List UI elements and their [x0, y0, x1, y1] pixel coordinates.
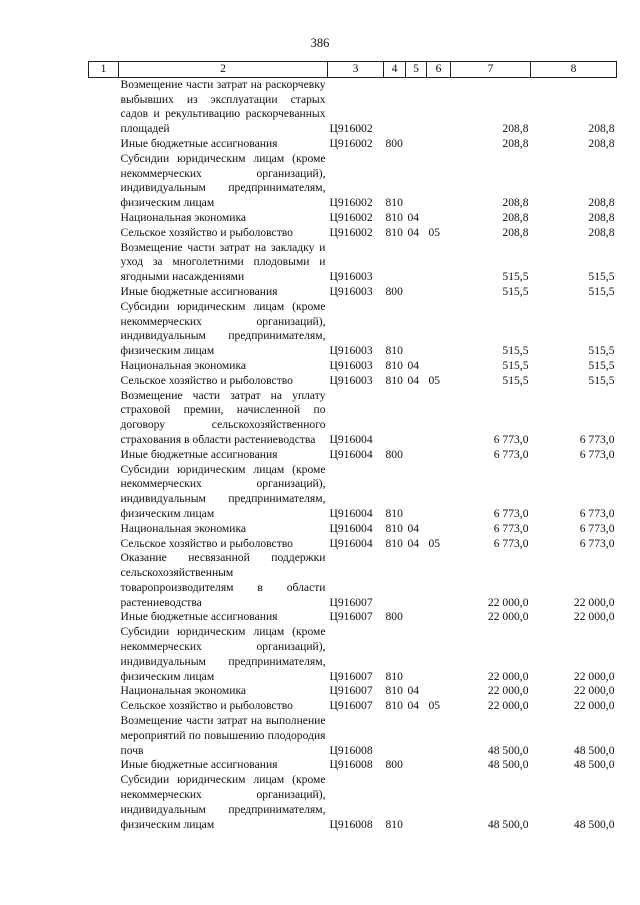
- table-row: [89, 374, 617, 389]
- section-code: [406, 625, 427, 684]
- amount-column-8: 515,5: [588, 284, 615, 298]
- column-header: 1: [89, 62, 119, 78]
- subsection-code: [427, 152, 451, 211]
- target-article-code: Ц916004: [329, 536, 373, 550]
- table-row: [89, 699, 617, 714]
- subsection-code: [427, 610, 451, 625]
- amount-column-7: 515,5: [502, 270, 529, 284]
- target-article-code: Ц916002: [329, 225, 373, 239]
- target-article-code: Ц916008: [329, 743, 373, 757]
- row-number-cell: [89, 684, 119, 699]
- subsection-code: [427, 137, 451, 152]
- section-code: [406, 300, 427, 359]
- amount-column-8: 208,8: [588, 196, 615, 210]
- section-code: [406, 77, 427, 137]
- expense-type-code: [384, 551, 406, 610]
- amount-column-7: 208,8: [502, 136, 529, 150]
- expense-type-code: 810: [385, 373, 403, 387]
- expense-type-code: [384, 389, 406, 448]
- row-number-cell: [89, 448, 119, 463]
- page-number: 386: [310, 36, 330, 50]
- section-code: 04: [407, 684, 420, 698]
- amount-column-8: 208,8: [588, 136, 615, 150]
- expense-type-code: 810: [385, 506, 403, 520]
- amount-column-7: 515,5: [502, 344, 529, 358]
- row-description: Иные бюджетные ассигнования: [120, 447, 278, 461]
- row-number-cell: [89, 773, 119, 832]
- amount-column-8: 22 000,0: [573, 610, 615, 624]
- amount-column-8: 22 000,0: [573, 684, 615, 698]
- row-number-cell: [89, 699, 119, 714]
- row-description: Национальная экономика: [120, 210, 247, 224]
- target-article-code: Ц916002: [329, 210, 373, 224]
- row-description: Субсидии юридическим лицам (кроме некоммерческих организаций), индивидуальным предпринимателям, физическим лицам: [120, 462, 326, 520]
- row-description: Национальная экономика: [120, 521, 247, 535]
- expense-type-code: 810: [385, 536, 403, 550]
- table-row: [89, 285, 617, 300]
- amount-column-7: 6 773,0: [493, 521, 529, 535]
- amount-column-8: 48 500,0: [573, 743, 615, 757]
- amount-column-7: 48 500,0: [487, 817, 529, 831]
- section-code: 04: [407, 521, 420, 535]
- row-number-cell: [89, 226, 119, 241]
- row-description: Иные бюджетные ассигнования: [120, 758, 278, 772]
- budget-table: [88, 61, 617, 832]
- amount-column-7: 208,8: [502, 210, 529, 224]
- section-code: [406, 389, 427, 448]
- row-description: Сельское хозяйство и рыболовство: [120, 536, 293, 550]
- section-code: [406, 551, 427, 610]
- amount-column-7: 22 000,0: [487, 610, 529, 624]
- table-row: [89, 522, 617, 537]
- section-code: [406, 241, 427, 285]
- amount-column-7: 22 000,0: [487, 699, 529, 713]
- amount-column-7: 515,5: [502, 373, 529, 387]
- table-row: [89, 300, 617, 359]
- table-row: [89, 241, 617, 285]
- expense-type-code: [384, 241, 406, 285]
- subsection-code: [427, 758, 451, 773]
- subsection-code: [427, 77, 451, 137]
- target-article-code: Ц916003: [329, 358, 373, 372]
- target-article-code: Ц916002: [329, 122, 373, 136]
- section-code: 04: [407, 225, 420, 239]
- amount-column-8: 6 773,0: [579, 521, 615, 535]
- row-number-cell: [89, 463, 119, 522]
- amount-column-7: 515,5: [502, 284, 529, 298]
- row-description: Субсидии юридическим лицам (кроме некоммерческих организаций), индивидуальным предпринимателям, физическим лицам: [120, 299, 326, 358]
- subsection-code: [427, 714, 451, 758]
- table-row: [89, 152, 617, 211]
- subsection-code: 05: [428, 225, 441, 239]
- table-body: [89, 77, 617, 832]
- section-code: [406, 610, 427, 625]
- target-article-code: Ц916008: [329, 758, 373, 772]
- table-row: [89, 226, 617, 241]
- expense-type-code: 800: [385, 610, 403, 624]
- amount-column-8: 6 773,0: [579, 432, 615, 446]
- target-article-code: Ц916003: [329, 270, 373, 284]
- row-description: Субсидии юридическим лицам (кроме некоммерческих организаций), индивидуальным предпринимателям, физическим лицам: [120, 625, 326, 683]
- row-number-cell: [89, 374, 119, 389]
- expense-type-code: 800: [385, 447, 403, 461]
- target-article-code: Ц916007: [329, 669, 373, 683]
- target-article-code: Ц916004: [329, 506, 373, 520]
- amount-column-8: 515,5: [588, 270, 615, 284]
- subsection-code: [427, 551, 451, 610]
- subsection-code: [427, 359, 451, 374]
- amount-column-7: 22 000,0: [487, 684, 529, 698]
- row-description: Субсидии юридическим лицам (кроме некоммерческих организаций), индивидуальным предпринимателям, физическим лицам: [120, 773, 326, 831]
- amount-column-8: 515,5: [588, 344, 615, 358]
- table-row: [89, 389, 617, 448]
- table-row: [89, 537, 617, 552]
- amount-column-8: 6 773,0: [579, 447, 615, 461]
- section-code: [406, 137, 427, 152]
- row-number-cell: [89, 211, 119, 226]
- section-code: 04: [407, 699, 420, 713]
- amount-column-8: 208,8: [588, 210, 615, 224]
- row-description: Субсидии юридическим лицам (кроме некоммерческих организаций), индивидуальным предпринимателям, физическим лицам: [120, 151, 326, 210]
- section-code: 04: [407, 373, 420, 387]
- section-code: [406, 448, 427, 463]
- row-number-cell: [89, 241, 119, 285]
- column-header: 3: [328, 62, 384, 78]
- subsection-code: [427, 300, 451, 359]
- table-row: [89, 773, 617, 832]
- table-row: [89, 359, 617, 374]
- row-number-cell: [89, 152, 119, 211]
- target-article-code: Ц916008: [329, 817, 373, 831]
- section-code: 04: [407, 210, 420, 224]
- subsection-code: [427, 522, 451, 537]
- row-number-cell: [89, 389, 119, 448]
- amount-column-7: 48 500,0: [487, 743, 529, 757]
- row-description: Иные бюджетные ассигнования: [120, 284, 278, 298]
- column-header: 5: [406, 62, 427, 78]
- table-row: [89, 448, 617, 463]
- target-article-code: Ц916007: [329, 684, 373, 698]
- table-row: [89, 463, 617, 522]
- row-number-cell: [89, 137, 119, 152]
- amount-column-7: 48 500,0: [487, 758, 529, 772]
- row-description: Национальная экономика: [120, 358, 247, 372]
- subsection-code: [427, 684, 451, 699]
- row-description: Возмещение части затрат на выполнение мероприятий по повышению плодородия почв: [120, 714, 326, 757]
- table-row: [89, 77, 617, 137]
- expense-type-code: [384, 714, 406, 758]
- row-description: Возмещение части затрат на закладку и уход за многолетними плодовыми и ягодными насаждениями: [120, 240, 326, 284]
- subsection-code: 05: [428, 699, 441, 713]
- amount-column-7: 208,8: [502, 196, 529, 210]
- target-article-code: Ц916004: [329, 521, 373, 535]
- target-article-code: Ц916007: [329, 595, 373, 609]
- row-number-cell: [89, 714, 119, 758]
- header-row: [89, 62, 617, 78]
- row-number-cell: [89, 537, 119, 552]
- table-row: [89, 211, 617, 226]
- column-header: 8: [531, 62, 617, 78]
- amount-column-8: 22 000,0: [573, 669, 615, 683]
- target-article-code: Ц916003: [329, 284, 373, 298]
- amount-column-8: 6 773,0: [579, 536, 615, 550]
- amount-column-7: 6 773,0: [493, 506, 529, 520]
- target-article-code: Ц916003: [329, 344, 373, 358]
- amount-column-8: 208,8: [588, 225, 615, 239]
- row-number-cell: [89, 758, 119, 773]
- subsection-code: 05: [428, 536, 441, 550]
- row-number-cell: [89, 610, 119, 625]
- expense-type-code: 800: [385, 758, 403, 772]
- amount-column-7: 6 773,0: [493, 447, 529, 461]
- table-row: [89, 758, 617, 773]
- amount-column-7: 22 000,0: [487, 595, 529, 609]
- subsection-code: [427, 625, 451, 684]
- expense-type-code: 810: [385, 699, 403, 713]
- target-article-code: Ц916002: [329, 196, 373, 210]
- amount-column-8: 6 773,0: [579, 506, 615, 520]
- amount-column-8: 48 500,0: [573, 817, 615, 831]
- amount-column-7: 208,8: [502, 122, 529, 136]
- amount-column-8: 48 500,0: [573, 758, 615, 772]
- section-code: [406, 463, 427, 522]
- row-description: Возмещение части затрат на уплату страховой премии, начисленной по договору сельскохозяйственного страхования в области растениеводства: [120, 388, 326, 446]
- subsection-code: [427, 463, 451, 522]
- amount-column-7: 22 000,0: [487, 669, 529, 683]
- table-row: [89, 714, 617, 758]
- column-header: 2: [119, 62, 328, 78]
- amount-column-8: 515,5: [588, 373, 615, 387]
- target-article-code: Ц916007: [329, 610, 373, 624]
- expense-type-code: 810: [385, 358, 403, 372]
- expense-type-code: 810: [385, 196, 403, 210]
- row-description: Сельское хозяйство и рыболовство: [120, 225, 293, 239]
- subsection-code: [427, 773, 451, 832]
- amount-column-8: 22 000,0: [573, 699, 615, 713]
- table-row: [89, 610, 617, 625]
- expense-type-code: 810: [385, 521, 403, 535]
- expense-type-code: 810: [385, 684, 403, 698]
- expense-type-code: 810: [385, 210, 403, 224]
- section-code: 04: [407, 358, 420, 372]
- row-description: Оказание несвязанной поддержки сельскохозяйственным товаропроизводителям в области растениеводства: [120, 551, 326, 609]
- target-article-code: Ц916002: [329, 136, 373, 150]
- subsection-code: [427, 448, 451, 463]
- row-description: Сельское хозяйство и рыболовство: [120, 699, 293, 713]
- expense-type-code: 810: [385, 344, 403, 358]
- row-description: Иные бюджетные ассигнования: [120, 610, 278, 624]
- table-row: [89, 625, 617, 684]
- target-article-code: Ц916004: [329, 432, 373, 446]
- row-description: Национальная экономика: [120, 684, 247, 698]
- row-number-cell: [89, 625, 119, 684]
- section-code: [406, 152, 427, 211]
- expense-type-code: [384, 77, 406, 137]
- row-number-cell: [89, 77, 119, 137]
- amount-column-7: 515,5: [502, 358, 529, 372]
- table-row: [89, 137, 617, 152]
- target-article-code: Ц916007: [329, 699, 373, 713]
- row-description: Сельское хозяйство и рыболовство: [120, 373, 293, 387]
- table-row: [89, 551, 617, 610]
- section-code: [406, 773, 427, 832]
- expense-type-code: 810: [385, 817, 403, 831]
- amount-column-8: 22 000,0: [573, 595, 615, 609]
- row-number-cell: [89, 522, 119, 537]
- expense-type-code: 800: [385, 284, 403, 298]
- amount-column-8: 515,5: [588, 358, 615, 372]
- row-number-cell: [89, 551, 119, 610]
- target-article-code: Ц916004: [329, 447, 373, 461]
- section-code: [406, 285, 427, 300]
- subsection-code: [427, 389, 451, 448]
- row-description: Иные бюджетные ассигнования: [120, 136, 278, 150]
- expense-type-code: 800: [385, 136, 403, 150]
- amount-column-7: 208,8: [502, 225, 529, 239]
- row-number-cell: [89, 285, 119, 300]
- section-code: [406, 758, 427, 773]
- subsection-code: [427, 211, 451, 226]
- row-number-cell: [89, 300, 119, 359]
- row-description: Возмещение части затрат на раскорчевку выбывших из эксплуатации старых садов и рекультивацию раскорчеванных площадей: [120, 77, 326, 136]
- row-number-cell: [89, 359, 119, 374]
- column-header: 7: [451, 62, 531, 78]
- amount-column-7: 6 773,0: [493, 432, 529, 446]
- subsection-code: [427, 285, 451, 300]
- expense-type-code: 810: [385, 669, 403, 683]
- column-header: 4: [384, 62, 406, 78]
- section-code: 04: [407, 536, 420, 550]
- table-row: [89, 684, 617, 699]
- target-article-code: Ц916003: [329, 373, 373, 387]
- subsection-code: 05: [428, 373, 441, 387]
- column-header: 6: [427, 62, 451, 78]
- expense-type-code: 810: [385, 225, 403, 239]
- amount-column-7: 6 773,0: [493, 536, 529, 550]
- subsection-code: [427, 241, 451, 285]
- section-code: [406, 714, 427, 758]
- amount-column-8: 208,8: [588, 122, 615, 136]
